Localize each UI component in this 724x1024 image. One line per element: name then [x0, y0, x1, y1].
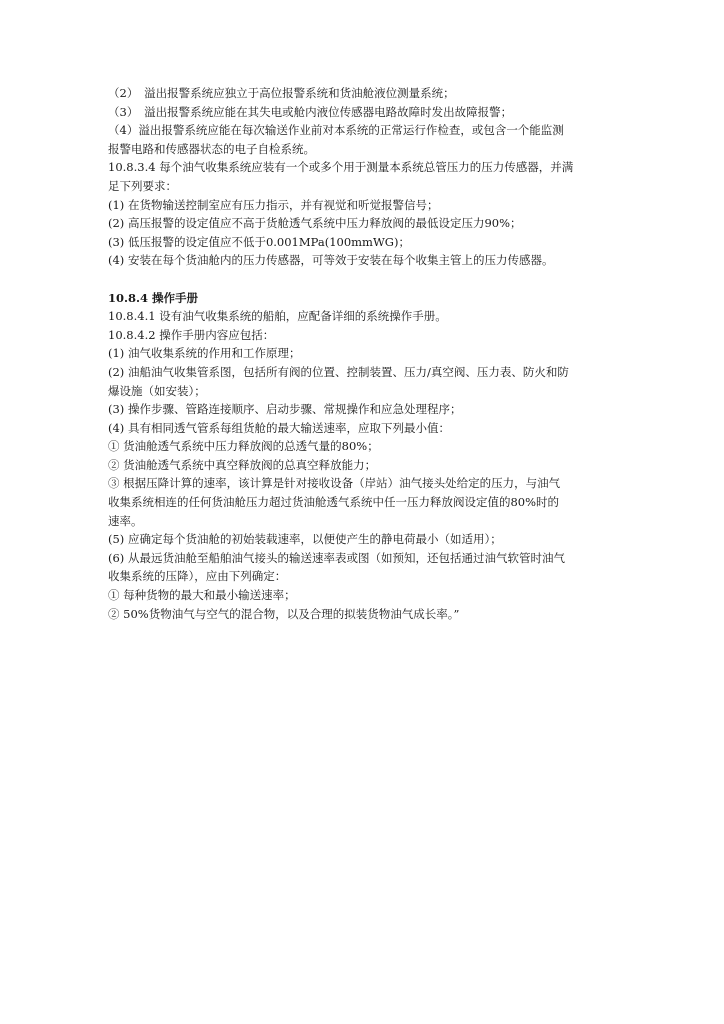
text-line: (6) 从最远货油舱至船舶油气接头的输送速率表或图（如预知，还包括通过油气软管时油气 [108, 550, 565, 565]
text-line: （3） 溢出报警系统应能在其失电或舱内液位传感器电路故障时发出故障报警； [108, 104, 513, 119]
text-line: (4) 安装在每个货油舱内的压力传感器，可等效于安装在每个收集主管上的压力传感器。 [108, 253, 554, 268]
text-line: ① 每种货物的最大和最小输送速率； [108, 588, 296, 603]
text-line: 10.8.4.2 操作手册内容应包括： [108, 327, 275, 342]
text-line: 收集系统相连的任何货油舱压力超过货油舱透气系统中任一压力释放阀设定值的80%时的 [108, 495, 560, 510]
text-line: ③ 根据压降计算的速率，该计算是针对接收设备（岸站）油气接头处给定的压力，与油气 [108, 476, 561, 491]
text-line: (4) 具有相同透气管系每组货舱的最大输送速率，应取下列最小值： [108, 420, 450, 435]
text-line: 足下列要求： [108, 178, 177, 193]
text-line: 10.8.4.1 设有油气收集系统的船舶，应配备详细的系统操作手册。 [108, 309, 447, 324]
text-line: ② 货油舱透气系统中真空释放阀的总真空释放能力； [108, 457, 377, 472]
document-body [108, 84, 628, 623]
section-operation-manual [108, 289, 628, 624]
section-heading: 10.8.4 操作手册 [108, 290, 199, 305]
text-line: 10.8.3.4 每个油气收集系统应装有一个或多个用于测量本系统总管压力的压力传感器，并满 [108, 160, 574, 175]
text-line: （4）溢出报警系统应能在每次输送作业前对本系统的正常运行作检查，或包含一个能监测 [108, 123, 564, 138]
text-line: (5) 应确定每个货油舱的初始装载速率，以便使产生的静电荷最小（如适用）； [108, 532, 502, 547]
text-line: 爆设施（如安装）； [108, 383, 206, 398]
text-line: （2） 溢出报警系统应独立于高位报警系统和货油舱液位测量系统； [108, 86, 455, 100]
section-overflow-and-pressure [108, 84, 628, 270]
text-line: ② 50%货物油气与空气的混合物，以及合理的拟装货物油气成长率。” [108, 606, 460, 621]
text-line: ① 货油舱透气系统中压力释放阀的总透气量的80%； [108, 439, 379, 454]
text-line: (3) 操作步骤、管路连接顺序、启动步骤、常规操作和应急处理程序； [108, 402, 462, 417]
text-line: (3) 低压报警的设定值应不低于0.001MPa(100mmWG)； [108, 234, 410, 249]
text-line: 报警电路和传感器状态的电子自检系统。 [108, 141, 315, 156]
text-line: (2) 高压报警的设定值应不高于货舱透气系统中压力释放阀的最低设定压力90%； [108, 216, 522, 231]
paragraph-gap [108, 270, 628, 289]
text-line: (1) 在货物输送控制室应有压力指示，并有视觉和听觉报警信号； [108, 197, 439, 212]
text-line: (1) 油气收集系统的作用和工作原理； [108, 346, 301, 361]
text-line: (2) 油船油气收集管系图，包括所有阀的位置、控制装置、压力/真空阀、压力表、防火和防 [108, 364, 569, 379]
text-line: 速率。 [108, 513, 143, 528]
text-line: 收集系统的压降），应由下列确定： [108, 569, 287, 584]
